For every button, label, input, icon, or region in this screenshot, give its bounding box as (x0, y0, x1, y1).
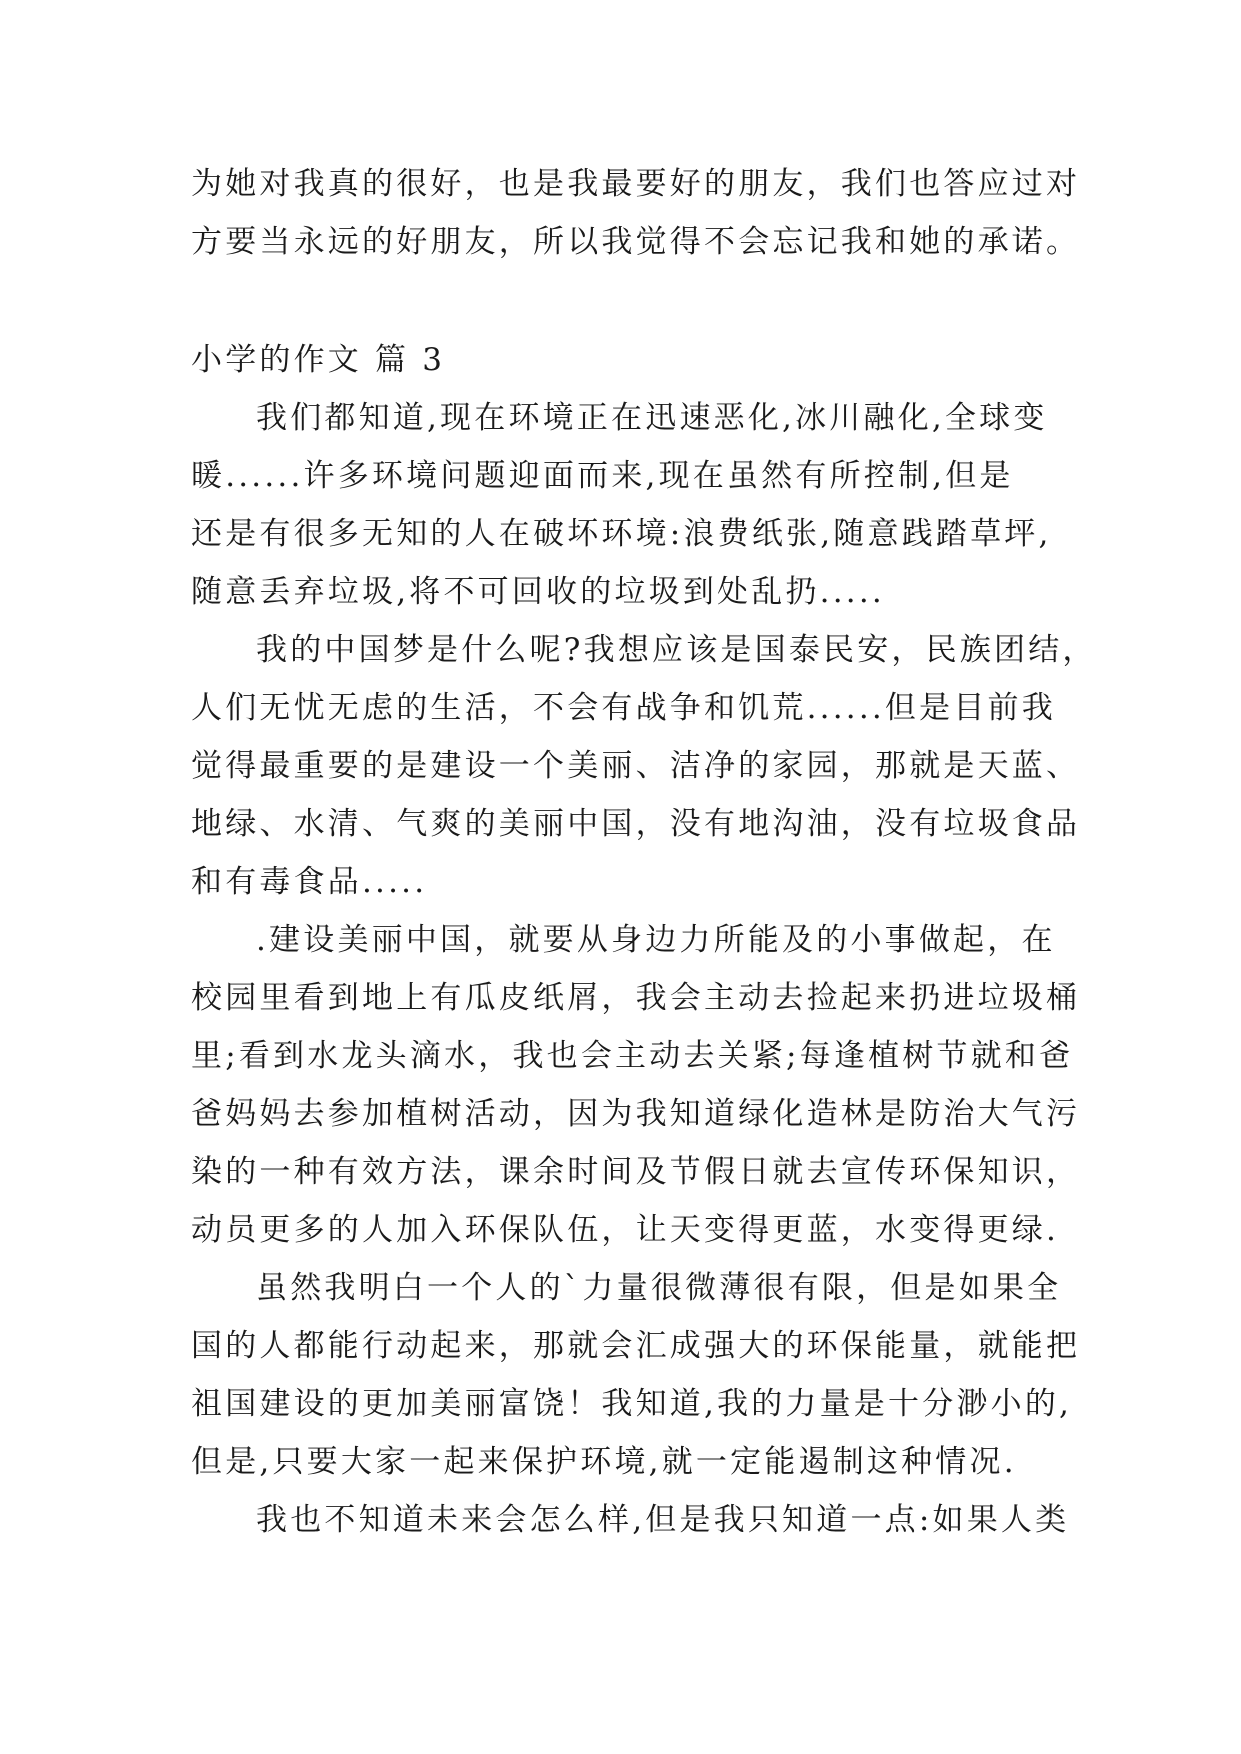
paragraph-4-line-4: 但是,只要大家一起来保护环境,就一定能遏制这种情况. (191, 1444, 1017, 1480)
paragraph-1-line-4: 随意丢弃垃圾,将不可回收的垃圾到处乱扔..... (191, 574, 885, 610)
paragraph-2-line-1: 我的中国梦是什么呢?我想应该是国泰民安，民族团结， (256, 632, 1097, 668)
paragraph-4-line-1: 虽然我明白一个人的`力量很微薄很有限，但是如果全 (256, 1270, 1062, 1306)
paragraph-2-line-2: 人们无忧无虑的生活，不会有战争和饥荒......但是目前我 (191, 690, 1056, 726)
paragraph-2-line-3: 觉得最重要的是建设一个美丽、洁净的家园，那就是天蓝、 (191, 748, 1081, 784)
paragraph-3-line-5: 染的一种有效方法，课余时间及节假日就去宣传环保知识， (191, 1154, 1081, 1190)
paragraph-4-line-2: 国的人都能行动起来，那就会汇成强大的环保能量，就能把 (191, 1328, 1081, 1364)
paragraph-3-line-6: 动员更多的人加入环保队伍，让天变得更蓝，水变得更绿. (191, 1212, 1060, 1248)
paragraph-3-line-4: 爸妈妈去参加植树活动，因为我知道绿化造林是防治大气污 (191, 1096, 1081, 1132)
paragraph-1-line-1: 我们都知道,现在环境正在迅速恶化,冰川融化,全球变 (256, 400, 1048, 436)
paragraph-4-line-3: 祖国建设的更加美丽富饶！我知道,我的力量是十分渺小的, (191, 1386, 1073, 1422)
paragraph-2-line-4: 地绿、水清、气爽的美丽中国，没有地沟油，没有垃圾食品 (191, 806, 1081, 842)
paragraph-5-line-1: 我也不知道未来会怎么样,但是我只知道一点:如果人类 (256, 1502, 1070, 1538)
paragraph-1-line-3: 还是有很多无知的人在破坏环境:浪费纸张,随意践踏草坪, (191, 516, 1052, 552)
section-title: 小学的作文 篇 3 (191, 342, 446, 378)
paragraph-3-line-3: 里;看到水龙头滴水，我也会主动去关紧;每逢植树节就和爸 (191, 1038, 1074, 1074)
paragraph-3-line-2: 校园里看到地上有瓜皮纸屑，我会主动去捡起来扔进垃圾桶 (191, 980, 1081, 1016)
continuation-line-2: 方要当永远的好朋友，所以我觉得不会忘记我和她的承诺。 (191, 224, 1081, 260)
paragraph-1-line-2: 暖......许多环境问题迎面而来,现在虽然有所控制,但是 (191, 458, 1014, 494)
paragraph-2-line-5: 和有毒食品..... (191, 864, 428, 900)
paragraph-3-line-1: .建设美丽中国，就要从身边力所能及的小事做起，在 (256, 922, 1056, 958)
continuation-line-1: 为她对我真的很好，也是我最要好的朋友，我们也答应过对 (191, 166, 1081, 202)
